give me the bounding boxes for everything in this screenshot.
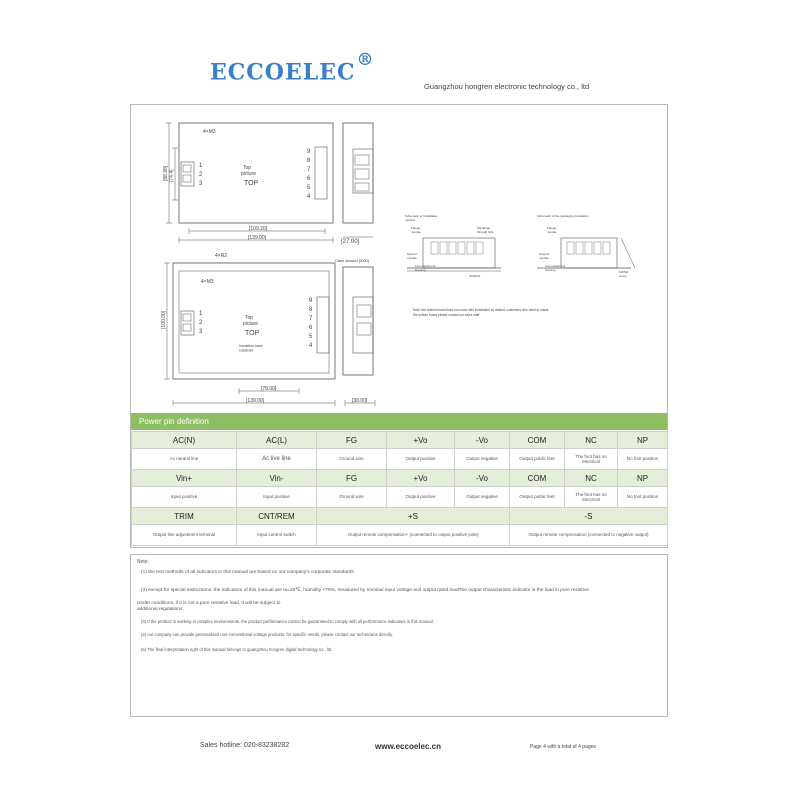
section-label: housing: [415, 268, 426, 272]
pin-desc: Output positive: [387, 449, 455, 470]
website-link[interactable]: www.eccoelec.cn: [375, 742, 441, 751]
pin-number: 2: [199, 172, 203, 178]
section-label: M3 flange: [477, 226, 491, 230]
section-cell: [576, 242, 583, 254]
dimension-label: [27.00]: [341, 239, 360, 245]
case-label: Case shroud [3.00]: [335, 258, 369, 263]
section-cell: [440, 242, 447, 254]
pin-head: CNT/REM: [237, 508, 317, 525]
pin-head: COM: [510, 432, 565, 449]
note-item: (1) the test methods of all indicators in this manual are based on our company's corporate standards.: [141, 570, 355, 575]
label-note: substrate: [239, 348, 254, 353]
notes-label: Note:: [137, 559, 149, 565]
side-terminal-cell: [357, 323, 371, 335]
pin-number: 5: [309, 334, 313, 340]
side-terminal-cell: [357, 305, 371, 317]
terminal-cell: [183, 314, 191, 321]
section-label: Low equipment: [415, 264, 436, 268]
pin-head: +S: [317, 508, 510, 525]
pin-head: AC(L): [237, 432, 317, 449]
section-label: Support: [407, 252, 418, 256]
pin-number: 5: [307, 185, 311, 191]
note-item: (5) The final interpretation right of this manual belongs to guangzhou hongren digital technology co., ltd.: [141, 647, 333, 652]
side-view-outline: [343, 267, 373, 375]
pin-head: FG: [317, 432, 387, 449]
section-label: module: [539, 256, 549, 260]
label-top2: TOP: [244, 180, 259, 187]
section-label: Low equipment: [545, 264, 566, 268]
page-number: Page 4 with a total of 4 pages: [530, 744, 596, 750]
install-note: the bottom board please contact our sales staff.: [413, 313, 481, 317]
pin-desc: Input positive: [132, 487, 237, 508]
terminal-block-right: [315, 147, 327, 199]
terminal-cell: [183, 165, 191, 172]
section-label: screw: [619, 274, 627, 278]
pin-number: 2: [199, 320, 203, 326]
pin-head: +Vo: [387, 470, 455, 487]
pin-row-1-descs: [132, 449, 668, 470]
section-cell: [594, 242, 601, 254]
install-note: Note: the bottom board does not come with installation by default, customers who need to install: [413, 308, 549, 312]
pin-head: NP: [618, 470, 668, 487]
terminal-block-right: [317, 297, 329, 353]
pin-desc: Output remote compensation (connected to negative output): [510, 525, 668, 546]
pin-number: 8: [307, 158, 311, 164]
note-item: (2) except for special instructions, the indicators of this manual are ta=25℃, humidity <75%, measured by nominal input voltage and output rated loadThe output characteristic indicator is the load in pure resistive: [141, 588, 589, 593]
terminal-cell: [183, 175, 191, 182]
side-terminal-cell: [355, 169, 369, 179]
label-top: Top: [245, 315, 254, 321]
pin-desc: No foot position: [618, 449, 668, 470]
section-label: method: [405, 218, 416, 222]
pin-head: -Vo: [455, 470, 510, 487]
pin-desc: Ac live line: [237, 449, 317, 470]
label-top: Top: [243, 165, 252, 171]
pin-row-2-heads: [132, 470, 668, 487]
sales-hotline: Sales hotline: 020-83238282: [200, 742, 290, 749]
section-label: module: [547, 230, 557, 234]
pin-desc: Output remote compensation+ (connected to output positive pole): [317, 525, 510, 546]
pin-number: 6: [307, 176, 311, 182]
section-cell: [585, 242, 592, 254]
pin-desc: Ac neutral line: [132, 449, 237, 470]
pin-head: NC: [565, 432, 618, 449]
pin-definition-title: Power pin definition: [131, 413, 667, 430]
pin-head: -Vo: [455, 432, 510, 449]
pin-head: NP: [618, 432, 668, 449]
dimension-label: [88.88]: [163, 165, 169, 181]
housing-line: [621, 238, 635, 268]
pin-desc: Input positive: [237, 487, 317, 508]
company-name: Guangzhou hongren electronic technology co., ltd: [424, 82, 590, 91]
pin-number: 4: [309, 343, 313, 349]
notes-box: [130, 554, 668, 717]
pin-desc: Output negative: [455, 449, 510, 470]
section-label: module: [411, 230, 421, 234]
section-label: SCREW: [469, 274, 481, 278]
side-view-outline: [343, 123, 373, 223]
holes-label: 4×M3: [203, 129, 216, 135]
pin-number: 7: [307, 167, 311, 173]
pin-number: 7: [309, 316, 313, 322]
section-label: Flange: [411, 226, 421, 230]
section-label: M3/M4: [619, 270, 629, 274]
pin-desc: The foot has no electrical: [565, 449, 618, 470]
pin-head: +Vo: [387, 432, 455, 449]
pin-desc: Input control switch: [237, 525, 317, 546]
section-label: Schematic of the packaging installation: [537, 214, 589, 218]
section-module: [561, 238, 617, 268]
pin-head: NC: [565, 470, 618, 487]
pin-head: TRIM: [132, 508, 237, 525]
pin-head: Vin-: [237, 470, 317, 487]
pin-number: 6: [309, 325, 313, 331]
pin-number: 9: [307, 149, 311, 155]
dimension-label: [109.20]: [249, 226, 268, 232]
section-label: Flange: [547, 226, 557, 230]
pin-desc: Output line adjustment terminal: [132, 525, 237, 546]
pin-number: 4: [307, 194, 311, 200]
label-top2: TOP: [245, 330, 260, 337]
section-cell: [467, 242, 474, 254]
registered-mark: ®: [356, 50, 375, 70]
section-label: Schematic of installation: [405, 214, 438, 218]
section-cell: [476, 242, 483, 254]
dimension-label: [78.00]: [261, 386, 277, 392]
side-terminal: [353, 149, 373, 193]
pin-row-3-descs: [132, 525, 668, 546]
side-terminal-cell: [355, 183, 369, 191]
label-picture: picture: [241, 171, 257, 177]
label-picture: picture: [243, 321, 259, 327]
pin-number: 8: [309, 307, 313, 313]
note-item: Under conditions, if it is not a pure resistive load, it will be subject to additional regulations.: [137, 601, 281, 612]
pin-number: 3: [199, 329, 203, 335]
label-note: Insulation base: [239, 344, 263, 348]
pin-head: COM: [510, 470, 565, 487]
dimension-label: [100.00]: [161, 310, 167, 329]
pin-desc: Output public feet: [510, 449, 565, 470]
pin-head: FG: [317, 470, 387, 487]
side-terminal: [353, 297, 373, 353]
section-cell: [449, 242, 456, 254]
section-label: housing: [545, 268, 556, 272]
pin-row-1-heads: [132, 432, 668, 449]
pin-definition-table: [131, 431, 668, 546]
pin-desc: Ground wire: [317, 487, 387, 508]
section-label: Support: [539, 252, 550, 256]
pin-head: AC(N): [132, 432, 237, 449]
pin-row-3-heads: [132, 508, 668, 525]
dimension-drawings: [131, 105, 667, 411]
dimension-label: [139.00]: [246, 398, 265, 404]
section-label: through hole: [477, 230, 494, 234]
pin-row-2-descs: [132, 487, 668, 508]
spec-frame: [130, 104, 668, 548]
logo: [210, 50, 375, 86]
pin-head: Vin+: [132, 470, 237, 487]
dimension-label: [30.00]: [352, 398, 368, 404]
slot-label: 4×R2: [215, 253, 228, 259]
pin-number: 9: [309, 298, 313, 304]
pin-number: 1: [199, 311, 203, 317]
pin-desc: No foot position: [618, 487, 668, 508]
pin-desc: Output public feet: [510, 487, 565, 508]
pin-desc: The foot has no electrical: [565, 487, 618, 508]
holes-label: 4×M3: [201, 279, 214, 285]
dimension-label: [74.4]: [169, 169, 175, 182]
section-label: module: [407, 256, 417, 260]
note-item: (4) our company can provide personalized non-conventional voltage products, for specific needs, please contact our technicians directly.: [141, 632, 394, 637]
dimension-label: [139.00]: [248, 235, 267, 241]
pin-head: -S: [510, 508, 668, 525]
section-cell: [431, 242, 438, 254]
pin-desc: Ground wire: [317, 449, 387, 470]
logo-text: ECCOELEC: [210, 59, 356, 86]
pin-number: 1: [199, 163, 203, 169]
side-terminal-cell: [355, 155, 369, 165]
pin-number: 3: [199, 181, 203, 187]
terminal-cell: [183, 324, 191, 331]
pin-desc: Output positive: [387, 487, 455, 508]
section-cell: [567, 242, 574, 254]
pin-desc: Output negative: [455, 487, 510, 508]
note-item: (3) If the product is working in complex environments, the product performance cannot be guaranteed to comply with all performance indicators in this manual.: [141, 619, 434, 624]
section-cell: [458, 242, 465, 254]
section-cell: [603, 242, 610, 254]
